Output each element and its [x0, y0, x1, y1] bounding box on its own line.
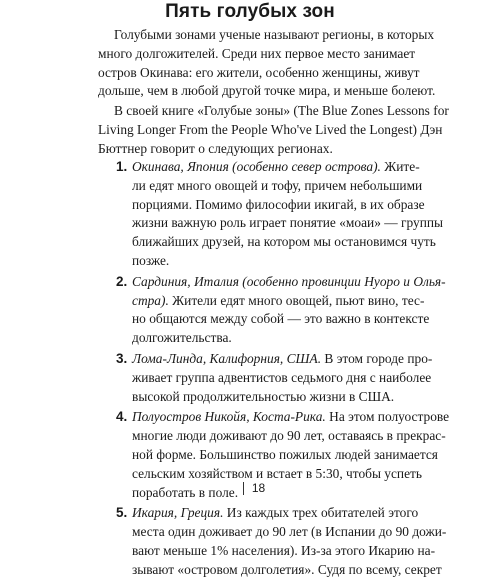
- text-line: вают меньше 1% населения). Из-за этого Икарию на-: [132, 542, 436, 558]
- text-line: позже.: [132, 252, 170, 268]
- text-line: ной форме. Большинство пожилых людей занимается: [132, 446, 438, 462]
- text-line: но общаются между собой — это важно в контексте: [132, 311, 430, 327]
- item-place: Сардиния, Италия (особенно провинции Нуоро и Олья-: [132, 273, 446, 289]
- text-line: порциями. Помимо философии икигай, в их образе: [132, 196, 425, 212]
- text-line: поработать в поле.: [132, 484, 239, 500]
- text-line: многие люди доживают до 90 лет, оставаясь в прекрас-: [132, 428, 446, 444]
- intro-paragraph: [98, 26, 436, 101]
- text-line: Голубыми зонами ученые называют регионы, в которых: [114, 27, 435, 42]
- text-line: долгожительства.: [132, 330, 232, 346]
- page-title: Пять голубых зон: [165, 1, 335, 22]
- page-footer: [0, 481, 500, 495]
- blue-zones-list: [98, 158, 450, 580]
- list-item: [98, 158, 444, 271]
- text-line: высокой продолжительностью жизни в США.: [132, 388, 395, 404]
- text-line: В своей книге «Голубые зоны» (The Blue Zones Lessons for: [114, 103, 449, 118]
- item-number: 1.: [116, 159, 128, 174]
- text-line: много долгожителей. Среди них первое место занимает: [98, 45, 416, 61]
- item-place: Икария, Греция.: [132, 505, 224, 521]
- item-number: 5.: [116, 505, 128, 521]
- item-text: На этом полуострове: [325, 409, 450, 425]
- list-item: [98, 273, 446, 348]
- item-place: Полуостров Никойя, Коста-Рика.: [132, 409, 326, 425]
- text-line: Living Longer From the People Who've Lived the Longest) Дэн: [98, 121, 443, 137]
- text-line: сельским хозяйством и встает в 5:30, чтобы успеть: [132, 465, 423, 481]
- text-line: Бюттнер говорит о следующих регионах.: [98, 140, 333, 156]
- text-line: места один доживает до 90 лет (в Испании до 90 дожи-: [132, 524, 447, 540]
- item-place: Лома-Линда, Калифорния, США.: [132, 350, 322, 366]
- text-line: ли едят много овощей и тофу, причем небольшими: [132, 177, 423, 193]
- item-text: Из каждых трех обитателей этого: [223, 505, 419, 521]
- item-number: 2.: [116, 273, 128, 289]
- text-line: жизни важную роль играет понятие «моаи» — группы: [132, 215, 444, 231]
- list-item: [98, 504, 447, 579]
- item-text: Жители едят много овощей, пьют вино, тес-: [168, 292, 425, 308]
- page-number: 18: [251, 481, 266, 495]
- text-line: зывают «островом долголетия». Судя по всему, секрет: [132, 561, 442, 577]
- item-place: Окинава, Япония (особенно север острова).: [132, 159, 381, 174]
- list-item: [98, 350, 433, 406]
- item-text: Жите-: [380, 159, 420, 174]
- item-number: 4.: [116, 409, 128, 425]
- footer-divider: [243, 482, 244, 495]
- item-place-cont: стра).: [132, 292, 169, 308]
- text-line: дольше, чем в любой другой точке мира, и меньше болеют.: [98, 83, 436, 99]
- book-paragraph: [98, 102, 449, 158]
- item-text: В этом городе про-: [321, 350, 433, 366]
- text-line: живает группа адвентистов седьмого дня с наиболее: [132, 369, 432, 385]
- text-line: ближайших друзей, на котором мы остановимся чуть: [132, 234, 436, 250]
- text-line: остров Окинава: его жители, особенно женщины, живут: [98, 64, 420, 80]
- item-number: 3.: [116, 350, 128, 366]
